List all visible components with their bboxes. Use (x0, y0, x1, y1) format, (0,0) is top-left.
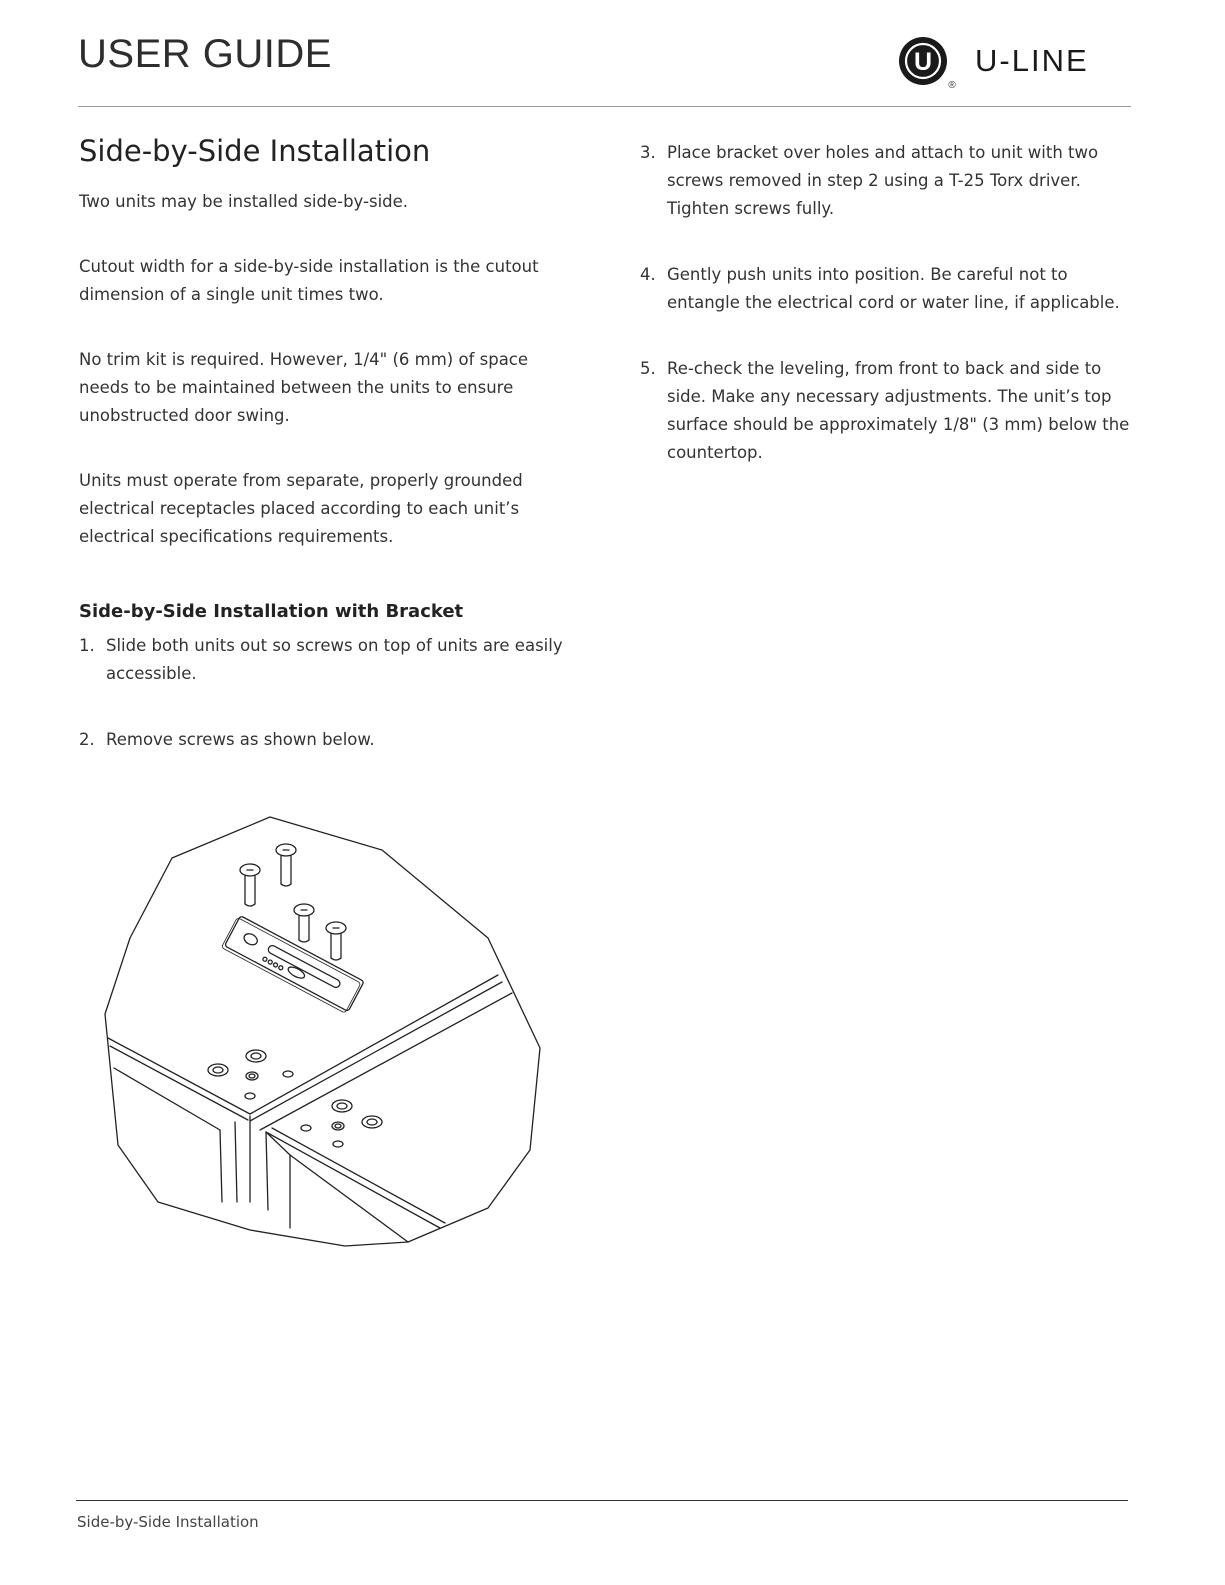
screw-hole (301, 1125, 311, 1131)
bracket-installation-illustration (100, 810, 550, 1260)
step-number: 1. (79, 636, 95, 655)
screw-hole (332, 1122, 344, 1130)
loose-screw (326, 922, 346, 960)
step-text: Gently push units into position. Be careful not to entangle the electrical cord or water line, if applicable. (667, 265, 1120, 312)
paragraph: Cutout width for a side-by-side installation is the cutout dimension of a single unit times two. (79, 257, 539, 304)
step-number: 4. (640, 265, 656, 284)
step-text: Re-check the leveling, from front to back and side to side. Make any necessary adjustments. The unit’s top surface should be approximately 1/8" (3 mm) below the countertop. (667, 359, 1130, 462)
registered-mark: ® (948, 80, 956, 91)
subsection-heading: Side-by-Side Installation with Bracket (79, 601, 464, 622)
logo-mark: U (913, 48, 933, 76)
left-column (79, 134, 579, 792)
screw-head (208, 1064, 228, 1076)
instruction-step (640, 355, 1140, 467)
instruction-step (640, 261, 1140, 317)
screw-hole (246, 1072, 258, 1080)
screw-head (332, 1100, 352, 1112)
page-header-title: USER GUIDE (78, 32, 332, 76)
right-column (640, 139, 1140, 505)
screw-hole (283, 1071, 293, 1077)
step-number: 3. (640, 143, 656, 162)
step-text: Slide both units out so screws on top of units are easily accessible. (106, 636, 563, 683)
step-text: Remove screws as shown below. (106, 730, 375, 749)
paragraph: No trim kit is required. However, 1/4" (6 mm) of space needs to be maintained between the units to ensure unobstructed door swing. (79, 350, 529, 425)
screw-hole (333, 1141, 343, 1147)
step-text: Place bracket over holes and attach to unit with two screws removed in step 2 using a T-25 Torx driver. Tighten screws fully. (667, 143, 1099, 218)
u-line-logo-icon (897, 33, 957, 93)
bracket (221, 915, 364, 1014)
section-title: Side-by-Side Installation (79, 134, 431, 168)
instruction-step (79, 632, 579, 688)
step-number: 5. (640, 359, 656, 378)
screw-head (246, 1050, 266, 1062)
step-number: 2. (79, 730, 95, 749)
footer-section-label: Side-by-Side Installation (77, 1513, 259, 1531)
paragraph: Units must operate from separate, properly grounded electrical receptacles placed according to each unit’s electrical specifications requirements. (79, 471, 523, 546)
loose-screw (240, 864, 260, 906)
header-divider (78, 106, 1131, 107)
paragraph: Two units may be installed side-by-side. (79, 192, 409, 211)
screw-hole (245, 1093, 255, 1099)
illustration-outline (105, 817, 540, 1246)
instruction-step (79, 726, 579, 754)
footer-divider (76, 1500, 1128, 1501)
instruction-step (640, 139, 1140, 223)
brand-logo (897, 33, 1137, 93)
loose-screw (294, 904, 314, 942)
loose-screw (276, 844, 296, 886)
logo-wordmark: U-LINE (975, 43, 1089, 78)
screw-head (362, 1116, 382, 1128)
